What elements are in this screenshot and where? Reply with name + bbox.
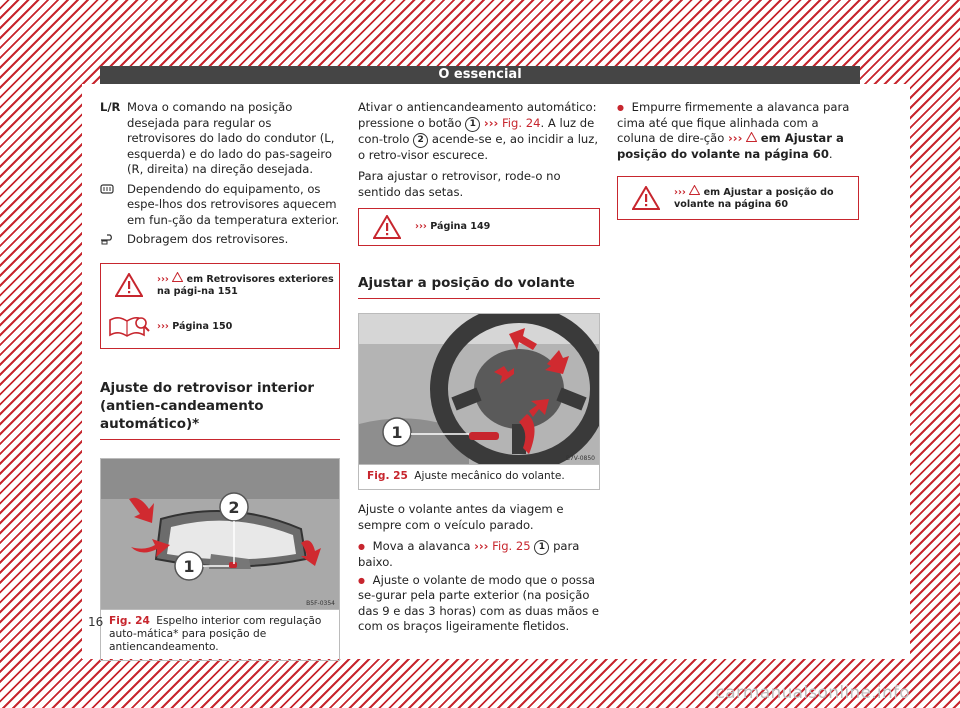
ref-arrows: ››› — [483, 115, 499, 130]
book-link-text[interactable]: Página 150 — [172, 320, 233, 332]
ref-arrows: ››› — [728, 131, 743, 145]
paragraph — [358, 100, 600, 163]
paragraph: Ajuste o volante antes da viagem e sempre com o veículo parado. — [358, 502, 564, 532]
ref-arrows: ››› — [415, 221, 427, 232]
column-right — [617, 100, 859, 230]
bullet-item — [358, 573, 600, 635]
steering-wheel-image — [359, 314, 599, 464]
figure-24 — [100, 458, 340, 661]
figure-caption — [101, 609, 339, 660]
paragraph: Para ajustar o retrovisor, rode-o no sentido das setas. — [358, 169, 561, 199]
figure-label: Fig. 25 — [367, 470, 408, 482]
caption-text: Ajuste mecânico do volante. — [414, 470, 565, 482]
small-warning-icon — [746, 131, 757, 145]
text: Mova a alavanca — [372, 539, 471, 553]
text: . — [828, 146, 833, 161]
list-item — [100, 100, 340, 178]
text: para baixo. — [358, 539, 580, 569]
heated-mirror-icon — [100, 182, 127, 229]
section-title-mirror: Ajuste do retrovisor interior (antien-candeamento automático)* — [100, 379, 340, 440]
list-item-text: Dobragem dos retrovisores. — [127, 232, 289, 246]
warning-box — [358, 208, 600, 246]
list-item — [100, 182, 340, 229]
figure-link[interactable]: Fig. 24 — [501, 115, 541, 130]
book-search-icon — [101, 315, 157, 339]
text: Ajuste o volante de modo que o possa se-gurar pela parte exterior (na posição das 9 e das 3 horas) com as duas mãos e com os braços ligeiramente fletidos. — [358, 572, 600, 633]
warning-row — [618, 177, 858, 219]
caption-text: Espelho interior com regulação auto-mática* para posição de antiencandeamento. — [109, 614, 322, 653]
interior-mirror-image — [101, 459, 339, 609]
text: . A luz de con-trolo — [358, 115, 595, 146]
callout-1: 1 — [391, 423, 403, 442]
lr-key: L/R — [100, 100, 121, 114]
figure-code: B7V-0850 — [565, 455, 595, 462]
ref-arrows: ››› — [157, 273, 169, 285]
callout-badge: 1 — [465, 117, 480, 132]
warning-link-text[interactable]: Página 149 — [430, 221, 491, 232]
warning-icon — [101, 273, 157, 297]
bullet-item — [358, 539, 600, 571]
figure-link[interactable]: Fig. 25 — [492, 539, 531, 553]
callout-2: 2 — [228, 497, 240, 517]
fold-mirror-icon — [100, 232, 127, 251]
callout-1: 1 — [183, 556, 195, 576]
warning-link-text[interactable]: em Retrovisores exteriores na pági-na 151 — [157, 273, 334, 297]
watermark: carmanualsonline.info — [715, 683, 910, 703]
list-item-text: Dependendo do equipamento, os espe-lhos dos retrovisores aquecem em fun-ção da temperatura exterior. — [127, 181, 340, 227]
figure-caption — [359, 464, 599, 489]
text: Empurre firmemente a alavanca para cima até que fique alinhada com a coluna de dire-ção — [617, 100, 850, 145]
mirror-control-list — [100, 100, 340, 251]
warning-icon — [359, 215, 415, 239]
text: Ativar o antiencandeamento automático: pressione o botão — [358, 100, 597, 130]
column-middle — [358, 100, 600, 641]
ref-arrows: ››› — [157, 320, 169, 332]
figure-25 — [358, 313, 600, 490]
section-title-wheel: Ajustar a posição do volante — [358, 274, 600, 299]
text: acende-se e, ao incidir a luz, o retro-visor escurece. — [358, 131, 599, 162]
bullet-item — [617, 100, 859, 162]
small-warning-icon — [172, 274, 183, 285]
ref-arrows: ››› — [474, 539, 489, 553]
figure-code: B5F-0354 — [306, 599, 335, 607]
list-item-text: Mova o comando na posição desejada para regular os retrovisores do lado do condutor (L, esquerda) e do lado do pas-sageiro (R, direita) na direção desejada. — [127, 100, 335, 176]
warning-icon — [618, 186, 674, 210]
warning-box — [617, 176, 859, 220]
warning-link[interactable]: em Ajustar a posição do volante na página 60 — [617, 131, 844, 161]
warning-link-text[interactable]: em Ajustar a posição do volante na página 60 — [674, 187, 834, 210]
figure-label: Fig. 24 — [109, 614, 150, 627]
callout-badge: 2 — [413, 133, 428, 148]
column-left — [100, 100, 340, 661]
list-item — [100, 232, 340, 251]
ref-arrows: ››› — [674, 187, 686, 198]
warning-row — [359, 209, 599, 245]
page-number: 16 — [88, 615, 104, 629]
page-header: O essencial — [100, 66, 860, 84]
small-warning-icon — [689, 187, 700, 198]
callout-badge: 1 — [534, 540, 549, 555]
book-row — [101, 306, 339, 348]
warning-row — [101, 264, 339, 306]
notice-box — [100, 263, 340, 349]
